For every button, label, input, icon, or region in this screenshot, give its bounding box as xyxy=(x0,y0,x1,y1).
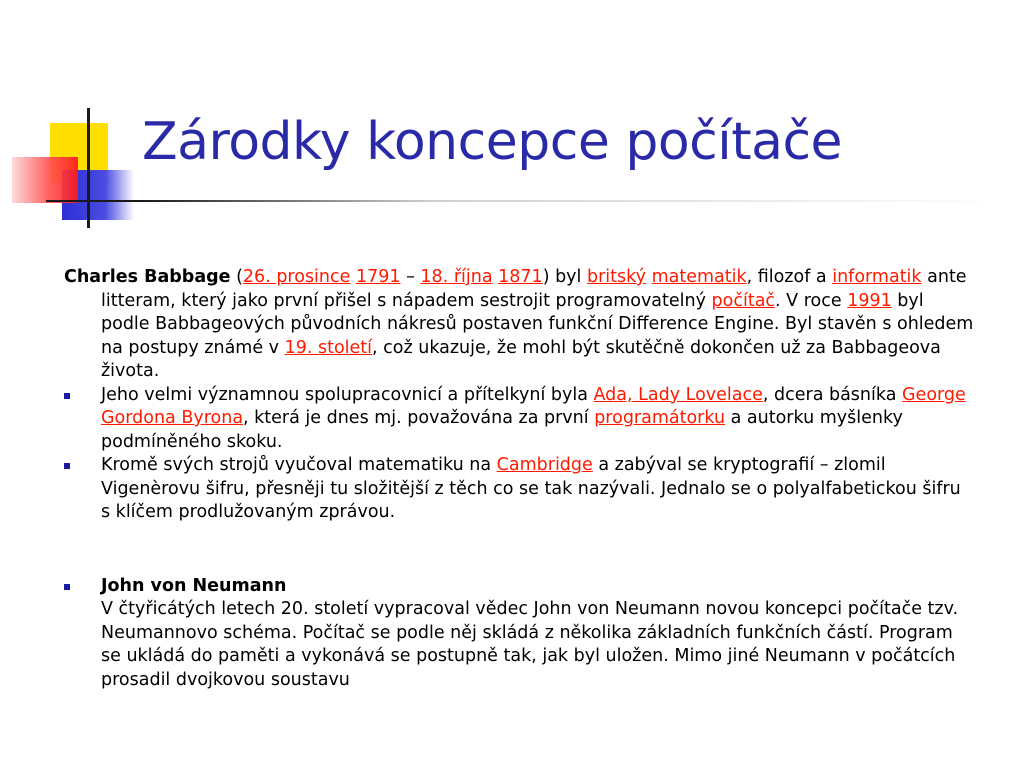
bullet-marker xyxy=(64,463,70,469)
link-informatik[interactable]: informatik xyxy=(832,267,922,287)
text: . V roce xyxy=(775,290,848,311)
link-pocitac[interactable]: počítač xyxy=(711,290,776,311)
text: ante litteram, který jako první přišel s nápadem sestrojit programovatelný xyxy=(101,267,967,311)
text: , což ukazuje, že mohl být skutěčně dokončen už za Babbageova života. xyxy=(101,337,941,381)
slide-decoration xyxy=(0,0,140,240)
link-george-byron[interactable]: George Gordona Byrona xyxy=(101,384,966,428)
text: a autorku myšlenky podmíněného skoku. xyxy=(101,408,903,452)
bullet-lovelace xyxy=(64,384,974,455)
babbage-paragraph xyxy=(64,266,974,384)
neumann-name: John von Neumann xyxy=(101,575,287,596)
link-26-prosince[interactable]: 26. prosince xyxy=(242,267,351,287)
bullet-cambridge xyxy=(64,454,974,525)
link-britsky[interactable]: britský xyxy=(586,267,646,287)
bullet-marker xyxy=(64,393,70,399)
text: , filozof a xyxy=(746,267,833,287)
spacer xyxy=(64,525,974,575)
text: , dcera básníka xyxy=(762,384,902,405)
text: , která je dnes mj. považována za první xyxy=(243,408,595,428)
bullet-marker xyxy=(64,584,70,590)
slide-content xyxy=(64,266,974,692)
red-square-decoration xyxy=(12,157,78,203)
text: – xyxy=(400,267,421,287)
neumann-text: V čtyřicátých letech 20. století vypracoval vědec John von Neumann novou koncepci počítače tzv. Neumannovo schéma. Počítač se podle něj skládá z několika základních funkčních částí. Program se ukládá do paměti a vykonává se postupně tak, jak byl uložen. Mimo jiné Neumann v počátcích prosadil dvojkovou soustavu xyxy=(101,599,959,690)
vertical-line-decoration xyxy=(87,108,90,228)
text: Jeho velmi významnou spolupracovnicí a přítelkyní byla xyxy=(101,384,594,405)
slide-title: Zárodky koncepce počítače xyxy=(142,112,843,172)
bullet-neumann xyxy=(64,575,974,693)
text: Kromě svých strojů vyučoval matematiku na xyxy=(101,455,497,475)
text: ) byl xyxy=(542,267,587,287)
link-programatorku[interactable]: programátorku xyxy=(594,408,726,428)
title-underline xyxy=(46,200,1006,202)
link-1991[interactable]: 1991 xyxy=(847,290,892,311)
link-matematik[interactable]: matematik xyxy=(651,267,747,287)
text: a zabýval se kryptografií – zlomil Vigenèrovu šifru, přesněji tu složitější z těch co se tak nazývali. Jednalo se o polyalfabetickou šifru s klíčem prodlužovaným zprávou. xyxy=(101,455,961,522)
link-cambridge[interactable]: Cambridge xyxy=(496,455,593,475)
link-19-stoleti[interactable]: 19. století xyxy=(284,337,373,358)
text: byl podle Babbageových původních nákresů postaven funkční Difference Engine. Byl stavěn s ohledem na postupy známé v xyxy=(101,290,974,358)
link-ada-lovelace[interactable]: Ada, Lady Lovelace xyxy=(593,384,763,405)
link-18-rijna[interactable]: 18. října xyxy=(420,267,493,287)
text: ( xyxy=(230,267,243,287)
babbage-name: Charles Babbage xyxy=(64,267,231,287)
link-1871[interactable]: 1871 xyxy=(498,267,543,287)
link-1791[interactable]: 1791 xyxy=(355,267,401,287)
